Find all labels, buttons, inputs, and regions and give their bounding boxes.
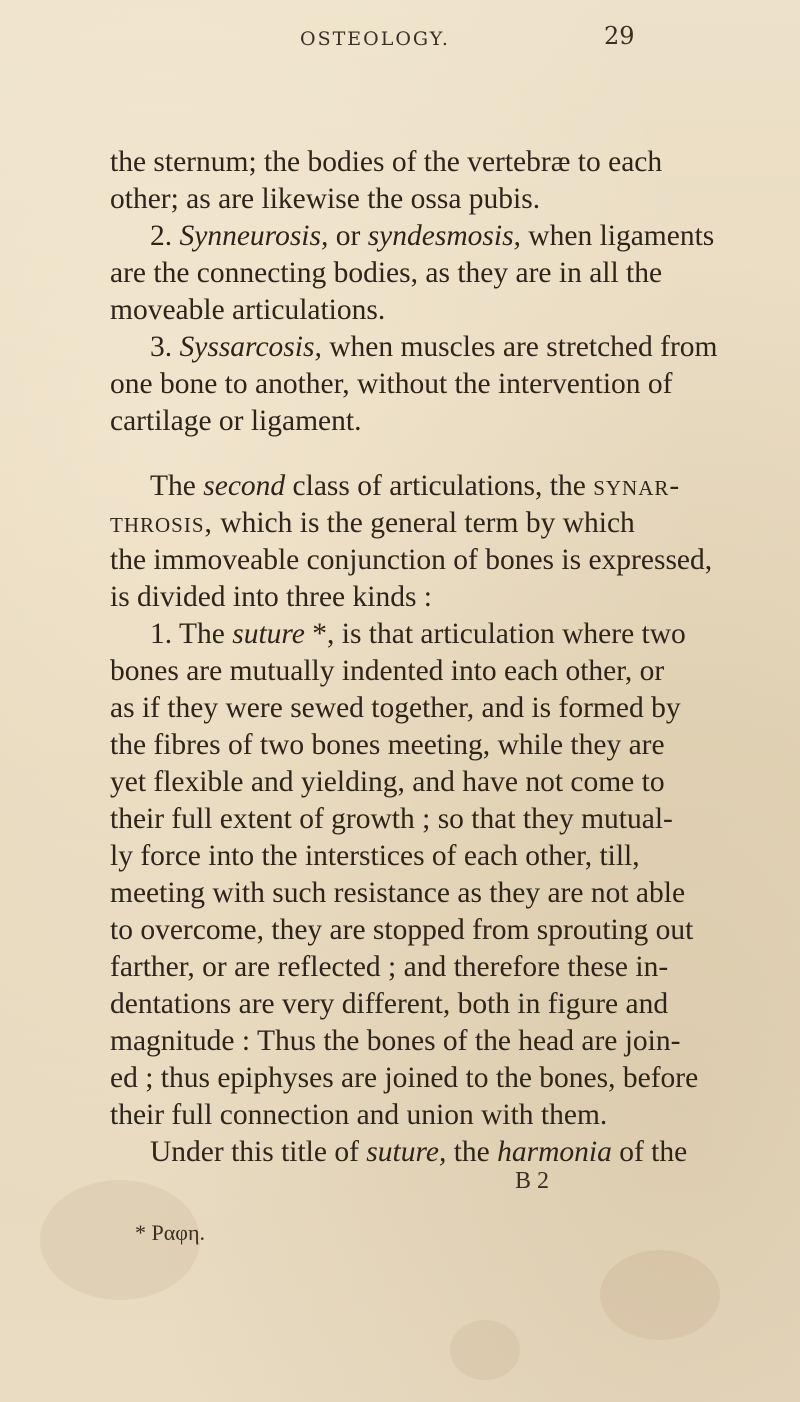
text-line: as if they were sewed together, and is formed by [110, 692, 681, 724]
running-head: OSTEOLOGY. [300, 28, 450, 50]
text-line: are the connecting bodies, as they are in all the [110, 257, 663, 289]
text-line: 1. The suture *, is that articulation where two [150, 618, 686, 650]
text-line: cartilage or ligament. [110, 405, 362, 437]
text-line: their full connection and union with them. [110, 1099, 608, 1131]
text-line: meeting with such resistance as they are not able [110, 877, 686, 909]
text-line: farther, or are reflected ; and therefore these in- [110, 951, 669, 983]
text-line: one bone to another, without the intervention of [110, 368, 673, 400]
text-line: yet flexible and yielding, and have not come to [110, 766, 665, 798]
text-line: ed ; thus epiphyses are joined to the bones, before [110, 1062, 699, 1094]
text-line: the sternum; the bodies of the vertebræ to each [110, 146, 663, 178]
text-line: the immoveable conjunction of bones is expressed, [110, 544, 713, 576]
page-header [0, 22, 800, 54]
text-line: ly force into the interstices of each other, till, [110, 840, 640, 872]
text-line: is divided into three kinds : [110, 581, 433, 613]
text-line: the fibres of two bones meeting, while they are [110, 729, 665, 761]
text-line: their full extent of growth ; so that they mutual- [110, 803, 673, 835]
text-line: 3. Syssarcosis, when muscles are stretched from [150, 331, 718, 363]
text-line: to overcome, they are stopped from sprouting out [110, 914, 694, 946]
paper-stain [450, 1320, 520, 1380]
text-line: moveable articulations. [110, 294, 386, 326]
text-line: other; as are likewise the ossa pubis. [110, 183, 541, 215]
paper-stain [600, 1250, 720, 1340]
text-line: The second class of articulations, the synar- [150, 470, 681, 502]
text-line: bones are mutually indented into each other, or [110, 655, 665, 687]
text-line: 2. Synneurosis, or syndesmosis, when ligaments [150, 220, 715, 252]
text-line: throsis, which is the general term by which [110, 507, 635, 539]
signature-mark: B 2 [515, 1168, 550, 1194]
text-line: magnitude : Thus the bones of the head are join- [110, 1025, 681, 1057]
text-line: dentations are very different, both in figure and [110, 988, 669, 1020]
text-line: Under this title of suture, the harmonia of the [150, 1136, 688, 1168]
page-number: 29 [604, 22, 635, 50]
footnote: * Ραφη. [135, 1220, 205, 1245]
